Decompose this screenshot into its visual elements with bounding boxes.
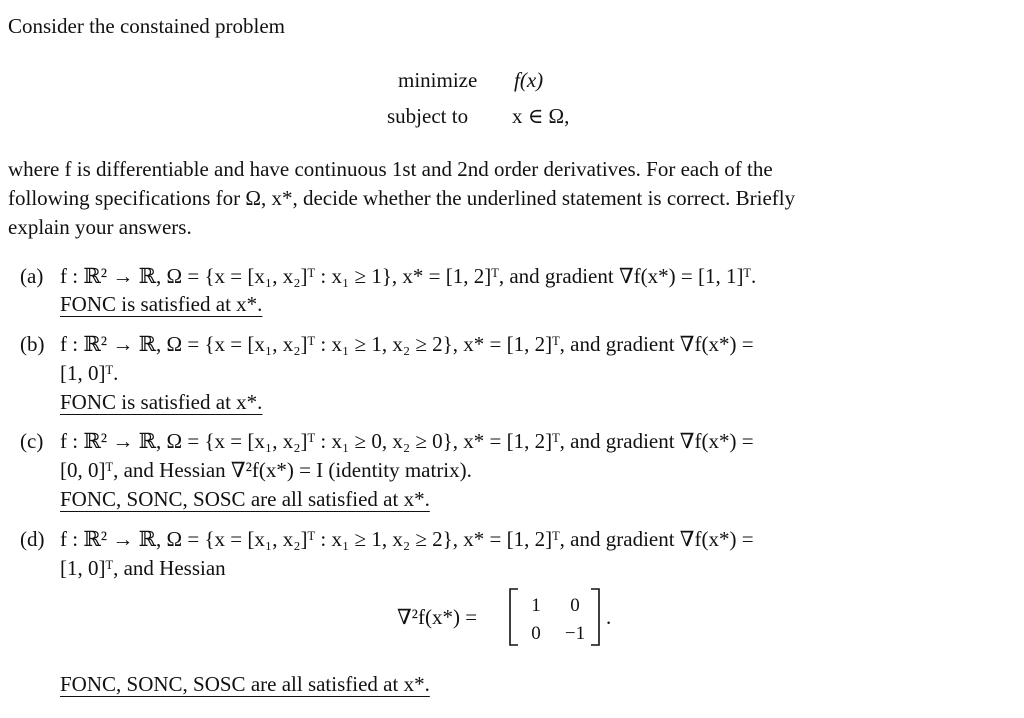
subject-to-label: subject to (387, 104, 469, 128)
item-d-label: (d) (20, 527, 45, 551)
paragraph-line-2: following specifications for Ω, x*, decide whether the underlined statement is correct. Briefly (8, 186, 796, 210)
item-c-line-1: f : ℝ² → ℝ, Ω = {x = [x₁, x₂]ᵀ : x₁ ≥ 0, x₂ ≥ 0}, x* = [1, 2]ᵀ, and gradient ∇f(x*) = (60, 429, 754, 453)
item-d-line-2: [1, 0]ᵀ, and Hessian (60, 556, 226, 580)
intro-text: Consider the constained problem (8, 14, 286, 38)
item-a-statement: FONC is satisfied at x*. (60, 292, 263, 316)
item-a-line-1: f : ℝ² → ℝ, Ω = {x = [x₁, x₂]ᵀ : x₁ ≥ 1}, x* = [1, 2]ᵀ, and gradient ∇f(x*) = [1, 1]ᵀ. (60, 264, 757, 288)
constraint-expression: x ∈ Ω, (512, 104, 570, 128)
item-a-label: (a) (20, 264, 44, 288)
item-b-statement: FONC is satisfied at x*. (60, 390, 263, 414)
item-c-label: (c) (20, 429, 44, 453)
paragraph-line-1: where f is differentiable and have continuous 1st and 2nd order derivatives. For each of the (8, 157, 773, 181)
minimize-expression: f(x) (514, 68, 544, 92)
matrix-right-bracket (591, 589, 599, 645)
matrix-cell-1-1: 1 (531, 595, 541, 616)
paragraph-line-3: explain your answers. (8, 215, 192, 239)
matrix-cell-2-1: 0 (531, 623, 541, 644)
item-b-line-2: [1, 0]ᵀ. (60, 361, 119, 385)
item-d-statement: FONC, SONC, SOSC are all satisfied at x*. (60, 672, 430, 696)
item-c-line-2: [0, 0]ᵀ, and Hessian ∇²f(x*) = I (identity matrix). (60, 458, 472, 482)
matrix-left-bracket (510, 589, 518, 645)
hessian-matrix (397, 585, 637, 649)
item-d-line-1: f : ℝ² → ℝ, Ω = {x = [x₁, x₂]ᵀ : x₁ ≥ 1, x₂ ≥ 2}, x* = [1, 2]ᵀ, and gradient ∇f(x*) = (60, 527, 754, 551)
minimize-label: minimize (398, 68, 478, 92)
matrix-cell-2-2: −1 (564, 623, 586, 644)
hessian-end: . (606, 605, 612, 629)
item-c-statement: FONC, SONC, SOSC are all satisfied at x*. (60, 487, 430, 511)
hessian-lhs: ∇²f(x*) = (397, 605, 478, 629)
item-b-label: (b) (20, 332, 45, 356)
matrix-cell-1-2: 0 (570, 595, 580, 616)
item-b-line-1: f : ℝ² → ℝ, Ω = {x = [x₁, x₂]ᵀ : x₁ ≥ 1, x₂ ≥ 2}, x* = [1, 2]ᵀ, and gradient ∇f(x*) = (60, 332, 754, 356)
